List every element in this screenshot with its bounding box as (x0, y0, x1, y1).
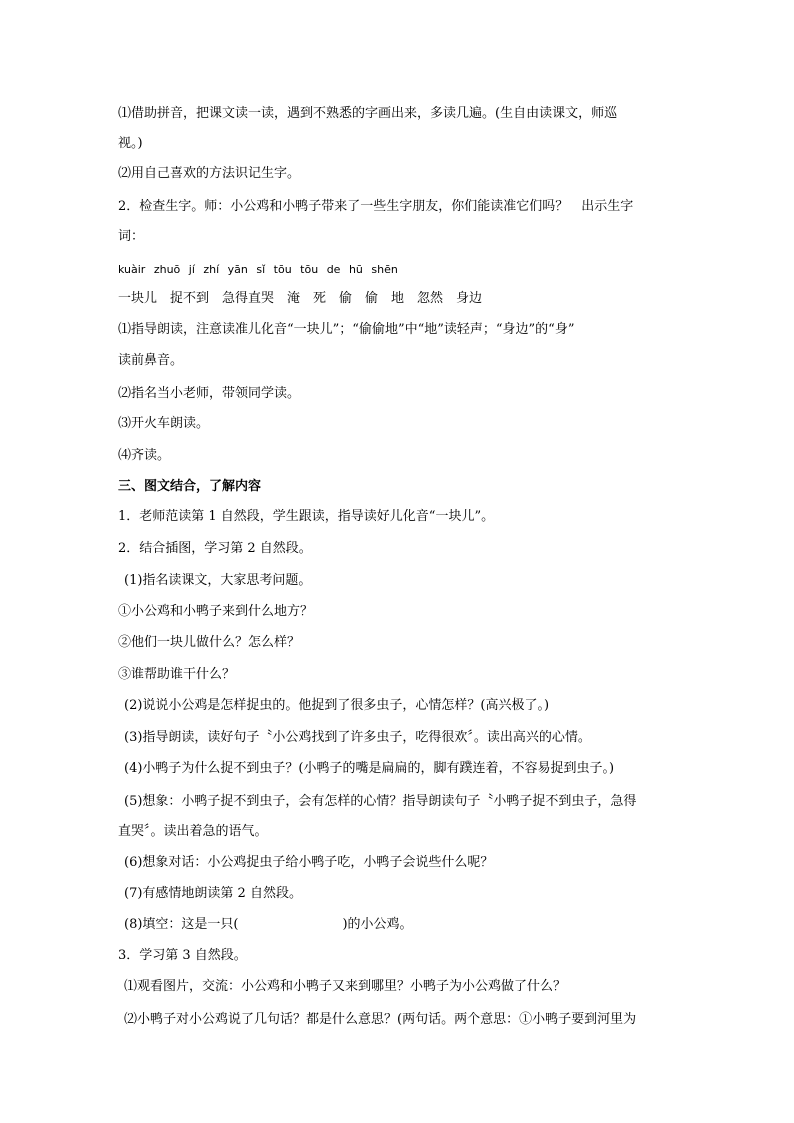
text-line: (6)想象对话：小公鸡捉虫子给小鸭子吃，小鸭子会说些什么呢？ (124, 855, 494, 870)
vocabulary-line: 一块儿 捉不到 急得直哭 淹 死 偷 偷 地 忽然 身边 (118, 291, 483, 306)
question-item: ③谁帮助谁干什么？ (118, 667, 236, 682)
text-line: 读前鼻音。 (118, 353, 184, 368)
text-line: ⑴借助拼音，把课文读一读，遇到不熟悉的字画出来，多读几遍。(生自由读课文，师巡 (118, 106, 618, 121)
text-line: ⑷齐读。 (118, 448, 171, 463)
text-line: 3．学习第 3 自然段。 (118, 948, 247, 963)
question-item: ②他们一块儿做什么？怎么样？ (118, 635, 301, 650)
text-line: (7)有感情地朗读第 2 自然段。 (124, 886, 302, 901)
text-line: 词： (118, 229, 145, 244)
text-line: 2．检查生字。师：小公鸡和小鸭子带来了一些生字朋友，你们能读准它们吗？ 出示生字 (118, 199, 634, 214)
text-line: ⑴指导朗读，注意读准儿化音“一块儿”；“偷偷地”中“地”读轻声；“身边”的“身” (118, 322, 575, 337)
text-line: (5)想象：小鸭子捉不到虫子，会有怎样的心情？指导朗读句子〝小鸭子捉不到虫子，急得 (124, 794, 637, 809)
text-line: (2)说说小公鸡是怎样捉虫的。他捉到了很多虫子，心情怎样？(高兴极了。) (124, 698, 550, 713)
text-line: ⑶开火车朗读。 (118, 416, 210, 431)
section-heading: 三、图文结合，了解内容 (118, 479, 262, 494)
text-line: 视。) (118, 136, 143, 151)
text-line: 2．结合插图，学习第 2 自然段。 (118, 541, 312, 556)
text-line: 直哭〞。读出着急的语气。 (118, 824, 268, 839)
text-line: (4)小鸭子为什么捉不到虫子？(小鸭子的嘴是扁扁的，脚有蹼连着，不容易捉到虫子。) (124, 761, 615, 776)
text-line: ⑵用自己喜欢的方法识记生字。 (118, 166, 301, 181)
text-line: ⑴观看图片，交流：小公鸡和小鸭子又来到哪里？小鸭子为小公鸡做了什么？ (124, 979, 567, 994)
text-line: 1．老师范读第 1 自然段，学生跟读，指导读好儿化音“一块儿”。 (118, 509, 495, 524)
text-line: (1)指名读课文，大家思考问题。 (124, 573, 312, 588)
text-line: ⑵小鸭子对小公鸡说了几句话？都是什么意思？(两句话。两个意思：①小鸭子要到河里为 (124, 1012, 637, 1027)
text-line: ⑵指名当小老师，带领同学读。 (118, 386, 301, 401)
text-line: (3)指导朗读，读好句子〝小公鸡找到了许多虫子，吃得很欢〞。读出高兴的心情。 (124, 730, 591, 745)
question-item: ①小公鸡和小鸭子来到什么地方？ (118, 604, 314, 619)
pinyin-line: kuàir zhuō jí zhí yān sǐ tōu tōu de hū shēn (118, 263, 398, 276)
fill-in-blank: (8)填空：这是一只( )的小公鸡。 (124, 917, 413, 932)
